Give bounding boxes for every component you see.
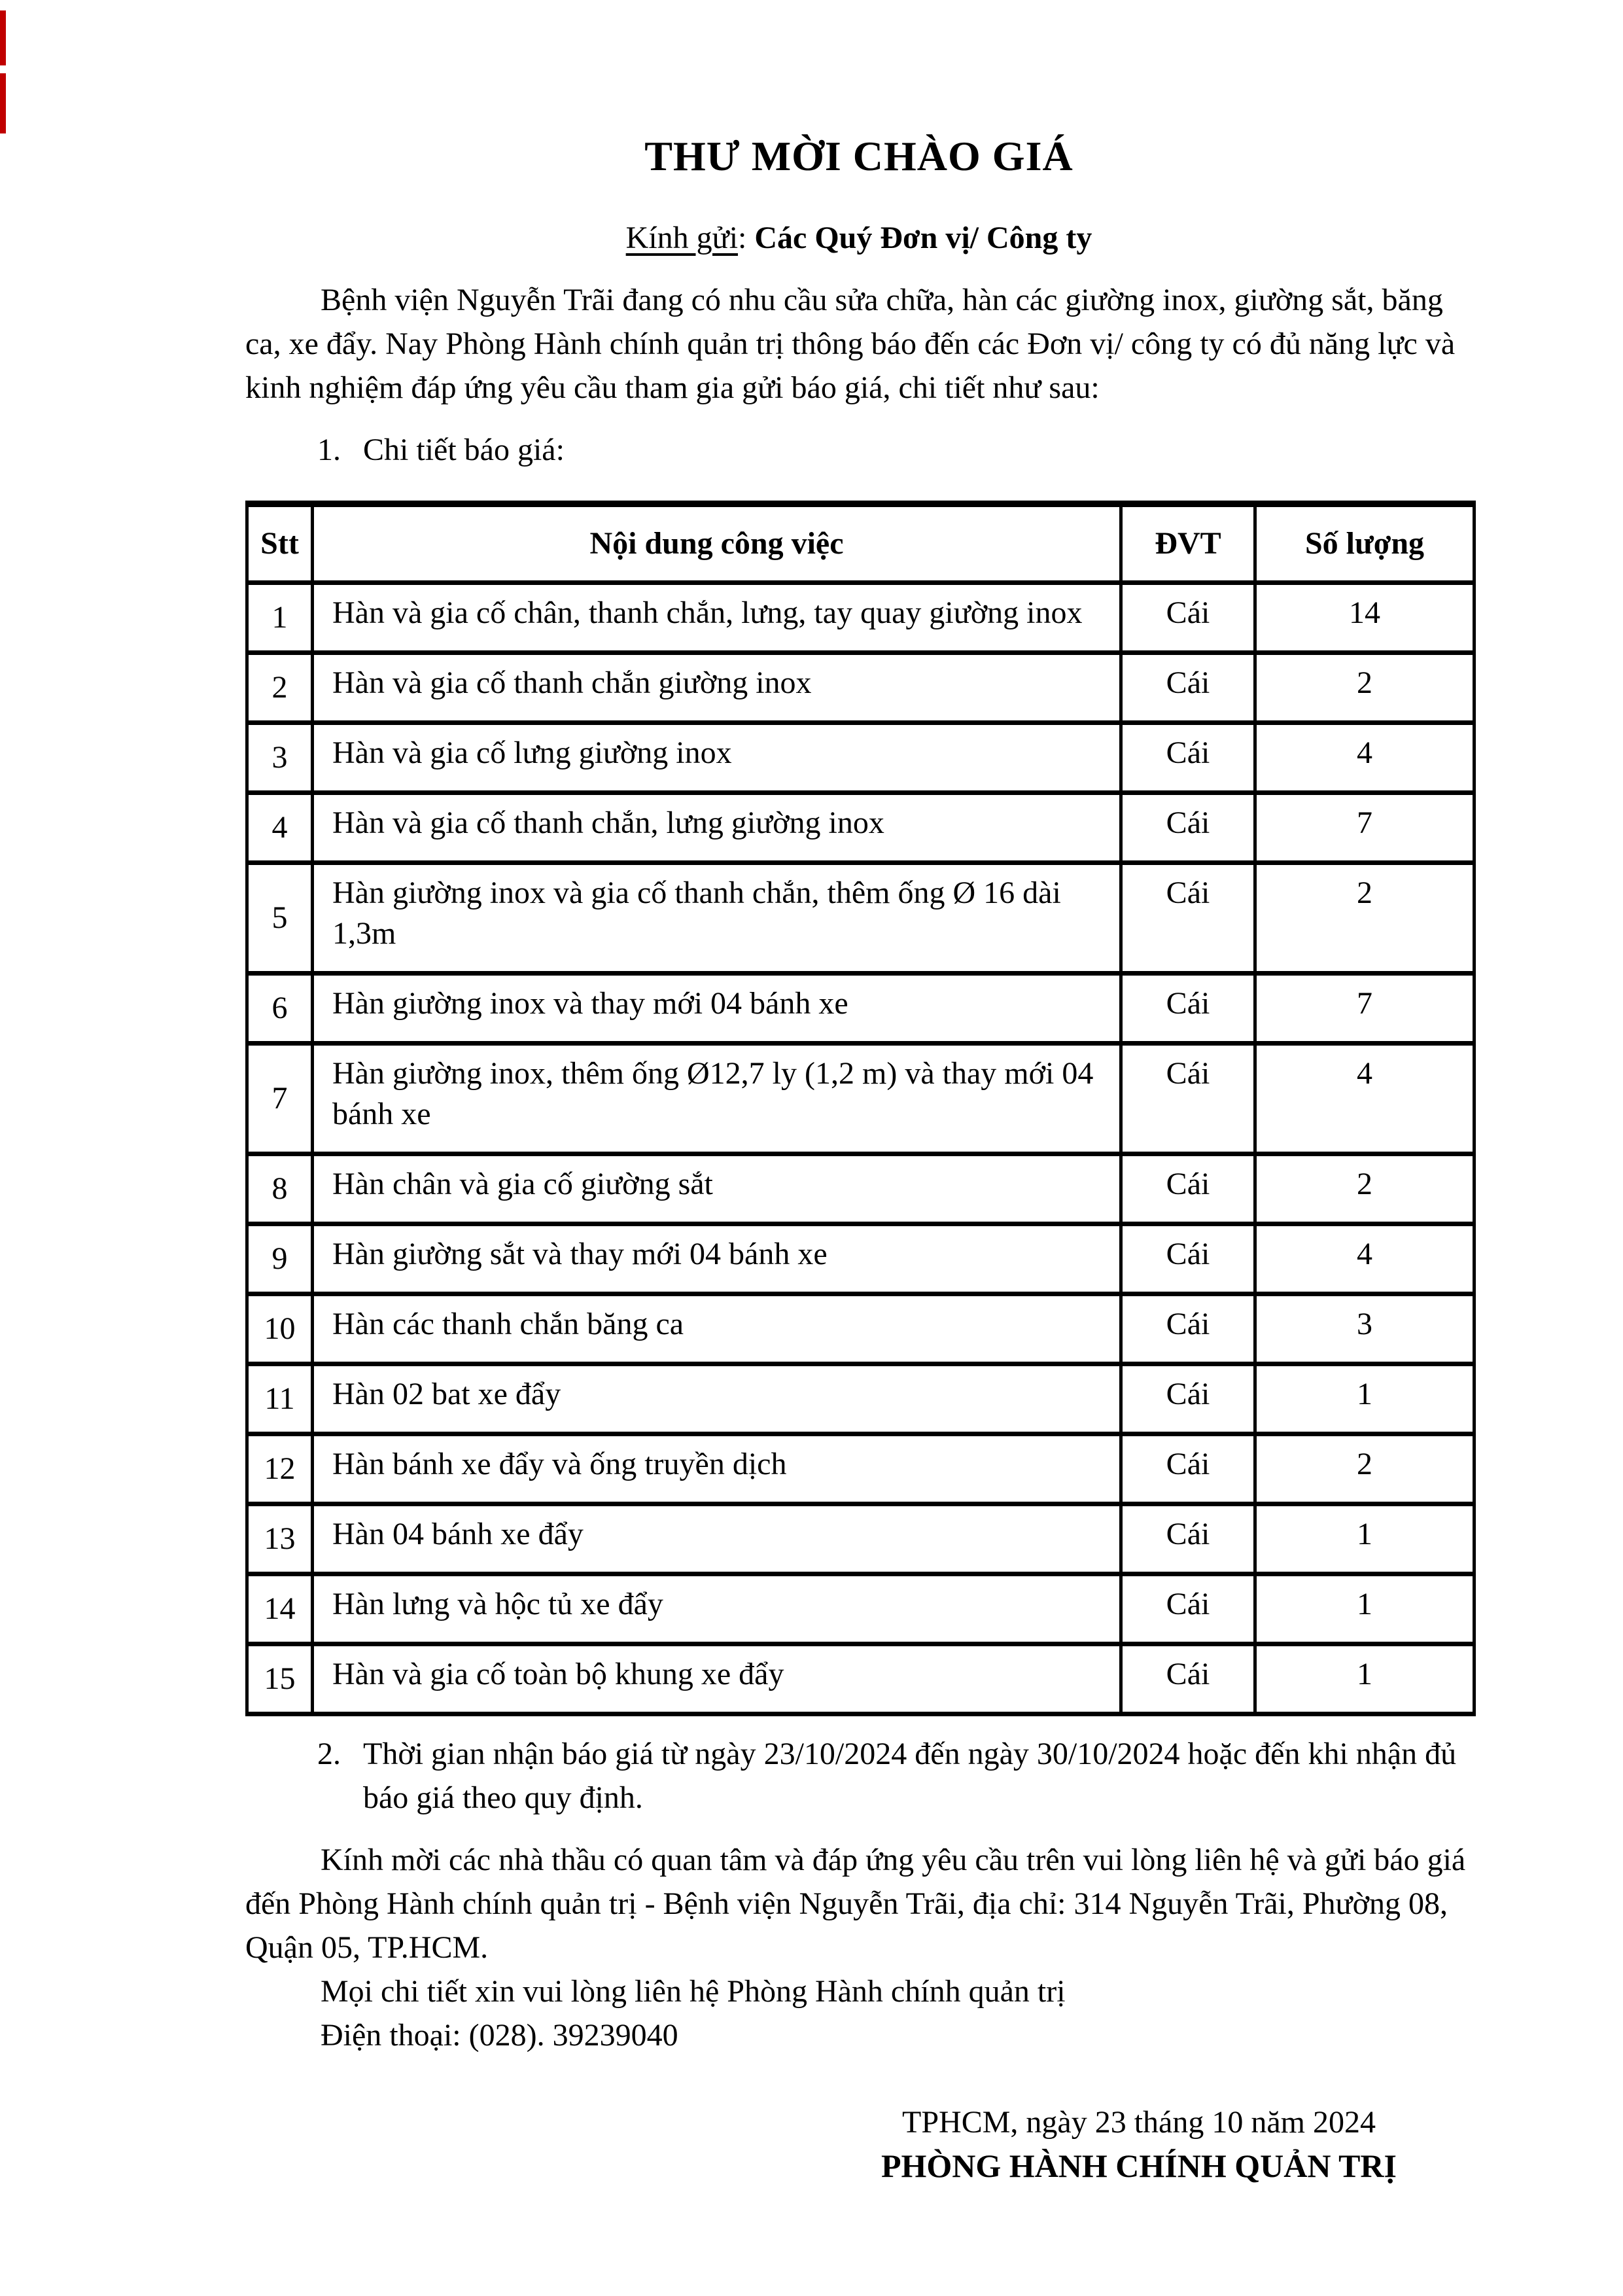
row-number-cell: 2 bbox=[247, 653, 313, 723]
table-row bbox=[247, 863, 1475, 974]
unit-cell: Cái bbox=[1121, 1574, 1255, 1644]
quote-table bbox=[245, 501, 1476, 1716]
date-line: TPHCM, ngày 23 tháng 10 năm 2024 bbox=[902, 2105, 1376, 2140]
signature-block bbox=[818, 2100, 1459, 2188]
work-content-cell: Hàn 04 bánh xe đẩy bbox=[313, 1504, 1121, 1574]
work-content-cell: Hàn và gia cố chân, thanh chắn, lưng, tay quay giường inox bbox=[313, 583, 1121, 653]
unit-cell: Cái bbox=[1121, 1504, 1255, 1574]
table-row bbox=[247, 583, 1475, 653]
row-number-cell: 8 bbox=[247, 1154, 313, 1224]
table-header-stt: Stt bbox=[247, 504, 313, 583]
unit-cell: Cái bbox=[1121, 793, 1255, 863]
work-content-cell: Hàn chân và gia cố giường sắt bbox=[313, 1154, 1121, 1224]
unit-cell: Cái bbox=[1121, 1224, 1255, 1294]
section-2-paragraph bbox=[245, 1732, 1473, 1820]
contact-note-line: Mọi chi tiết xin vui lòng liên hệ Phòng Hành chính quản trị bbox=[321, 1974, 1066, 2009]
row-number-cell: 11 bbox=[247, 1364, 313, 1434]
row-number-cell: 7 bbox=[247, 1044, 313, 1154]
work-content-cell: Hàn và gia cố thanh chắn giường inox bbox=[313, 653, 1121, 723]
work-content-cell: Hàn lưng và hộc tủ xe đẩy bbox=[313, 1574, 1121, 1644]
work-content-cell: Hàn giường inox và gia cố thanh chắn, thêm ống Ø 16 dài 1,3m bbox=[313, 863, 1121, 974]
section-1-text: Chi tiết báo giá: bbox=[363, 433, 565, 467]
unit-cell: Cái bbox=[1121, 1644, 1255, 1714]
work-content-cell: Hàn các thanh chắn băng ca bbox=[313, 1294, 1121, 1364]
red-edge-mark-top bbox=[0, 10, 6, 65]
unit-cell: Cái bbox=[1121, 974, 1255, 1044]
table-header-quantity: Số lượng bbox=[1255, 504, 1475, 583]
work-content-cell: Hàn và gia cố thanh chắn, lưng giường inox bbox=[313, 793, 1121, 863]
table-row bbox=[247, 1044, 1475, 1154]
red-edge-mark-bottom bbox=[0, 73, 6, 133]
quantity-cell: 4 bbox=[1255, 1224, 1475, 1294]
row-number-cell: 13 bbox=[247, 1504, 313, 1574]
work-content-cell: Hàn giường inox và thay mới 04 bánh xe bbox=[313, 974, 1121, 1044]
salutation-recipient: Các Quý Đơn vị/ Công ty bbox=[754, 221, 1092, 255]
quantity-cell: 1 bbox=[1255, 1574, 1475, 1644]
table-header-unit: ĐVT bbox=[1121, 504, 1255, 583]
section-1-number: 1. bbox=[317, 433, 341, 467]
section-1-heading bbox=[245, 428, 1473, 472]
intro-paragraph: Bệnh viện Nguyễn Trãi đang có nhu cầu sửa chữa, hàn các giường inox, giường sắt, băng ca, xe đẩy. Nay Phòng Hành chính quản trị thông báo đến các Đơn vị/ công ty có đủ năng lực và kinh nghiệm đáp ứng yêu cầu tham gia gửi báo giá, chi tiết như sau: bbox=[245, 283, 1456, 405]
table-header-content: Nội dung công việc bbox=[313, 504, 1121, 583]
table-row bbox=[247, 1574, 1475, 1644]
salutation-separator: : bbox=[738, 221, 755, 255]
unit-cell: Cái bbox=[1121, 1434, 1255, 1504]
quantity-cell: 4 bbox=[1255, 723, 1475, 793]
contact-paragraph: Kính mời các nhà thầu có quan tâm và đáp ứng yêu cầu trên vui lòng liên hệ và gửi báo giá đến Phòng Hành chính quản trị - Bệnh viện Nguyễn Trãi, địa chỉ: 314 Nguyễn Trãi, Phường 08, Quận 05, TP.HCM. bbox=[245, 1843, 1466, 1965]
row-number-cell: 14 bbox=[247, 1574, 313, 1644]
work-content-cell: Hàn và gia cố toàn bộ khung xe đẩy bbox=[313, 1644, 1121, 1714]
table-row bbox=[247, 793, 1475, 863]
table-row bbox=[247, 1504, 1475, 1574]
row-number-cell: 10 bbox=[247, 1294, 313, 1364]
work-content-cell: Hàn 02 bat xe đẩy bbox=[313, 1364, 1121, 1434]
unit-cell: Cái bbox=[1121, 583, 1255, 653]
quantity-cell: 1 bbox=[1255, 1364, 1475, 1434]
quantity-cell: 2 bbox=[1255, 1154, 1475, 1224]
row-number-cell: 9 bbox=[247, 1224, 313, 1294]
quantity-cell: 3 bbox=[1255, 1294, 1475, 1364]
unit-cell: Cái bbox=[1121, 1044, 1255, 1154]
unit-cell: Cái bbox=[1121, 1154, 1255, 1224]
unit-cell: Cái bbox=[1121, 1364, 1255, 1434]
page-title: THƯ MỜI CHÀO GIÁ bbox=[644, 133, 1073, 179]
work-content-cell: Hàn bánh xe đẩy và ống truyền dịch bbox=[313, 1434, 1121, 1504]
table-row bbox=[247, 653, 1475, 723]
table-row bbox=[247, 1294, 1475, 1364]
section-2-text: Thời gian nhận báo giá từ ngày 23/10/2024 đến ngày 30/10/2024 hoặc đến khi nhận đủ báo giá theo quy định. bbox=[363, 1737, 1457, 1815]
section-2-number: 2. bbox=[317, 1737, 341, 1771]
row-number-cell: 12 bbox=[247, 1434, 313, 1504]
row-number-cell: 6 bbox=[247, 974, 313, 1044]
quantity-cell: 2 bbox=[1255, 1434, 1475, 1504]
quantity-cell: 7 bbox=[1255, 974, 1475, 1044]
quote-table-body bbox=[247, 583, 1475, 1714]
work-content-cell: Hàn giường sắt và thay mới 04 bánh xe bbox=[313, 1224, 1121, 1294]
table-row bbox=[247, 1224, 1475, 1294]
quantity-cell: 14 bbox=[1255, 583, 1475, 653]
phone-line: Điện thoại: (028). 39239040 bbox=[321, 2018, 678, 2053]
row-number-cell: 1 bbox=[247, 583, 313, 653]
quote-table-header bbox=[247, 504, 1475, 583]
quantity-cell: 2 bbox=[1255, 863, 1475, 974]
table-row bbox=[247, 1364, 1475, 1434]
work-content-cell: Hàn và gia cố lưng giường inox bbox=[313, 723, 1121, 793]
header-row bbox=[247, 504, 1475, 583]
work-content-cell: Hàn giường inox, thêm ống Ø12,7 ly (1,2 m) và thay mới 04 bánh xe bbox=[313, 1044, 1121, 1154]
row-number-cell: 4 bbox=[247, 793, 313, 863]
unit-cell: Cái bbox=[1121, 723, 1255, 793]
row-number-cell: 5 bbox=[247, 863, 313, 974]
signature-department: PHÒNG HÀNH CHÍNH QUẢN TRỊ bbox=[881, 2147, 1397, 2184]
table-row bbox=[247, 1154, 1475, 1224]
unit-cell: Cái bbox=[1121, 863, 1255, 974]
quantity-cell: 4 bbox=[1255, 1044, 1475, 1154]
table-row bbox=[247, 1644, 1475, 1714]
salutation-line bbox=[245, 216, 1473, 260]
row-number-cell: 15 bbox=[247, 1644, 313, 1714]
quantity-cell: 1 bbox=[1255, 1504, 1475, 1574]
quantity-cell: 7 bbox=[1255, 793, 1475, 863]
unit-cell: Cái bbox=[1121, 1294, 1255, 1364]
table-row bbox=[247, 974, 1475, 1044]
salutation-label: Kính gửi bbox=[625, 221, 739, 255]
unit-cell: Cái bbox=[1121, 653, 1255, 723]
row-number-cell: 3 bbox=[247, 723, 313, 793]
table-row bbox=[247, 723, 1475, 793]
quantity-cell: 1 bbox=[1255, 1644, 1475, 1714]
table-row bbox=[247, 1434, 1475, 1504]
quantity-cell: 2 bbox=[1255, 653, 1475, 723]
